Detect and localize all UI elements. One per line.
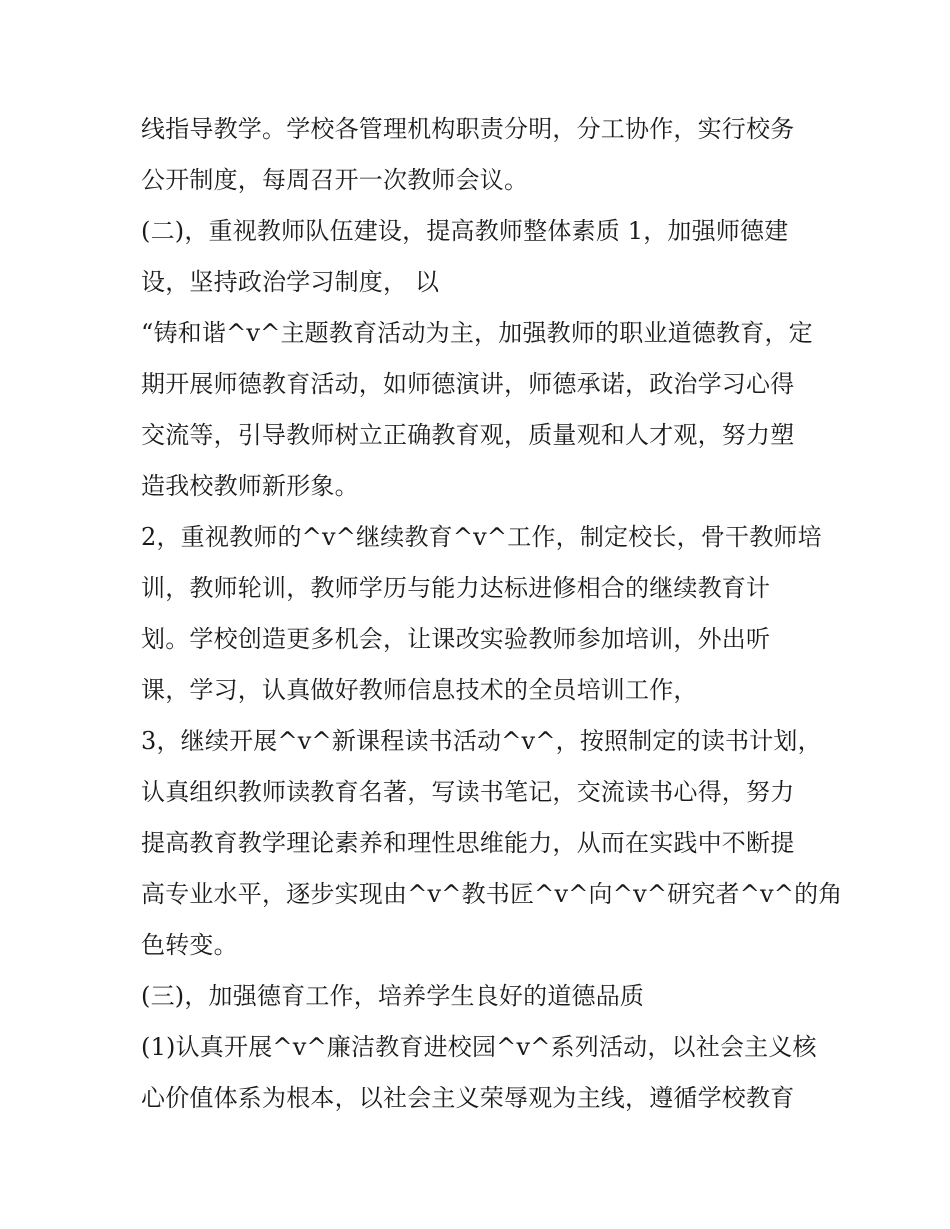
- text-line: 色转变。: [141, 931, 238, 959]
- document-body: [141, 104, 843, 1124]
- text-line: (1)认真开展^v^廉洁教育进校园^v^系列活动，以社会主义核: [141, 1033, 817, 1061]
- text-line: 交流等，引导教师树立正确教育观，质量观和人才观，努力塑: [141, 421, 795, 449]
- section-heading-line: (三)，加强德育工作，培养学生良好的道德品质: [141, 982, 645, 1010]
- text-line: 期开展师德教育活动，如师德演讲，师德承诺，政治学习心得: [141, 370, 795, 398]
- text-line: 造我校教师新形象。: [141, 472, 359, 500]
- text-line: 公开制度，每周召开一次教师会议。: [141, 166, 529, 194]
- text-line: 线指导教学。学校各管理机构职责分明，分工协作，实行校务: [141, 115, 795, 143]
- text-line: 认真组织教师读教育名著，写读书笔记，交流读书心得，努力: [141, 778, 795, 806]
- text-line: 设，坚持政治学习制度， 以: [141, 268, 440, 296]
- section-heading-line: (二)，重视教师队伍建设，提高教师整体素质 1，加强师德建: [141, 217, 789, 245]
- text-line: 心价值体系为根本，以社会主义荣辱观为主线，遵循学校教育: [141, 1084, 795, 1112]
- text-line: 训，教师轮训，教师学历与能力达标进修相合的继续教育计: [141, 574, 771, 602]
- text-line: 高专业水平，逐步实现由^v^教书匠^v^向^v^研究者^v^的角: [141, 880, 843, 908]
- text-line: 课，学习，认真做好教师信息技术的全员培训工作，: [141, 676, 698, 704]
- text-line: 3，继续开展^v^新课程读书活动^v^，按照制定的读书计划，: [141, 727, 822, 755]
- text-line: 提高教育教学理论素养和理性思维能力，从而在实践中不断提: [141, 829, 795, 857]
- text-line: 2，重视教师的^v^继续教育^v^工作，制定校长，骨干教师培: [141, 523, 822, 551]
- text-line: “铸和谐^v^主题教育活动为主，加强教师的职业道德教育，定: [141, 319, 813, 347]
- text-line: 划。学校创造更多机会，让课改实验教师参加培训，外出听: [141, 625, 771, 653]
